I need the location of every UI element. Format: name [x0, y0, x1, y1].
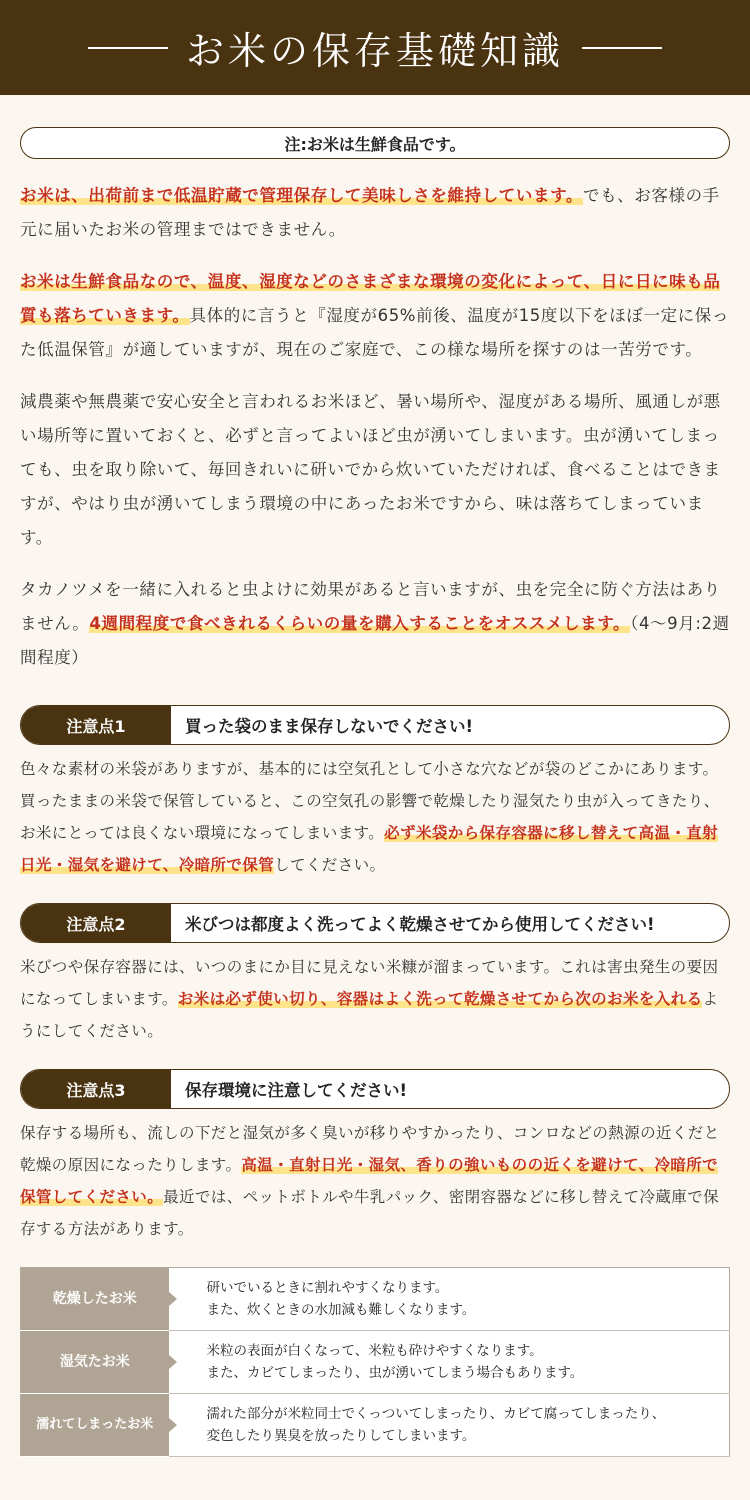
- point-title: 米びつは都度よく洗ってよく乾燥させてから使用してください!: [185, 915, 655, 934]
- row-content: [169, 1268, 730, 1331]
- header-rule-right: [582, 47, 662, 49]
- intro-paragraph: [20, 265, 730, 367]
- body-text: でも、お客様の手元に届いたお米の管理まではできません。: [20, 186, 720, 239]
- row-line: 濡れた部分が米粒同士でくっついてしまったり、カビて腐ってしまったり、: [206, 1406, 666, 1422]
- row-line: また、炊くときの水加減も難しくなります。: [206, 1302, 476, 1318]
- body-text: 具体的に言うと『湿度が65%前後、温度が15度以下をほぼ一定に保った低温保管』が適していますが、現在のご家庭で、この様な場所を探すのは一苦労です。: [20, 306, 729, 359]
- note-banner: 注:お米は生鮮食品です。: [20, 127, 730, 159]
- point-label: 注意点1: [21, 706, 171, 744]
- row-content: [169, 1331, 730, 1394]
- rice-condition-table: [20, 1267, 730, 1457]
- point-header-3: [20, 1069, 730, 1109]
- row-line: また、カビてしまったり、虫が湧いてしまう場合もあります。: [206, 1365, 584, 1381]
- page-header: [0, 0, 750, 95]
- intro-paragraph: [20, 573, 730, 675]
- body-text: 保存する場所も、流しの下だと湿気が多く臭いが移りやすかったり、コンロなどの熱源の近くだと乾燥の原因になったりします。: [20, 1124, 720, 1174]
- point-title: 買った袋のまま保存しないでください!: [185, 717, 474, 736]
- body-text: 色々な素材の米袋がありますが、基本的には空気孔として小さな穴などが袋のどこかにあります。買ったままの米袋で保管していると、この空気孔の影響で乾燥したり湿気たり虫が入ってきたり、お米にとっては良くない環境になってしまいます。: [20, 760, 720, 842]
- table-row: [21, 1331, 730, 1394]
- point-title: 保存環境に注意してください!: [185, 1081, 408, 1100]
- point-body: [20, 951, 730, 1047]
- row-content: [169, 1394, 730, 1457]
- row-header: 湿気たお米: [21, 1331, 169, 1394]
- body-text: してください。: [274, 856, 386, 874]
- row-line: 研いでいるときに割れやすくなります。: [206, 1280, 449, 1296]
- table-row: [21, 1268, 730, 1331]
- body-text: 最近では、ペットボトルや牛乳パック、密閉容器などに移し替えて冷蔵庫で保存する方法があります。: [20, 1188, 719, 1238]
- row-line: 変色したり異臭を放ったりしてしまいます。: [206, 1428, 476, 1444]
- intro-paragraph: [20, 179, 730, 247]
- highlighted-text: お米は生鮮食品なので、温度、湿度などのさまざまな環境の変化によって、日に日に味も品質も落ちていきます。: [20, 272, 721, 325]
- row-header: 濡れてしまったお米: [21, 1394, 169, 1457]
- highlighted-text: 4週間程度で食べきれるくらいの量を購入することをオススメします。: [89, 614, 631, 633]
- highlighted-text: お米は必ず使い切り、容器はよく洗って乾燥させてから次のお米を入れる: [177, 990, 703, 1008]
- header-rule-left: [88, 47, 168, 49]
- highlighted-text: 高温・直射日光・湿気、香りの強いものの近くを避けて、冷暗所で保管してください。: [20, 1156, 719, 1206]
- row-line: 米粒の表面が白くなって、米粒も砕けやすくなります。: [206, 1343, 543, 1359]
- row-header: 乾燥したお米: [21, 1268, 169, 1331]
- table-row: [21, 1394, 730, 1457]
- body-text: 米びつや保存容器には、いつのまにか目に見えない米糠が溜まっています。これは害虫発生の要因になってしまいます。: [20, 958, 719, 1008]
- body-text: ようにしてください。: [20, 990, 719, 1040]
- page-title: お米の保存基礎知識: [185, 29, 564, 73]
- intro-paragraph: [20, 385, 730, 555]
- point-header-1: [20, 705, 730, 745]
- point-label: 注意点2: [21, 904, 171, 942]
- body-text: タカノツメを一緒に入れると虫よけに効果があると言いますが、虫を完全に防ぐ方法はありません。: [20, 580, 721, 633]
- body-text: 減農薬や無農薬で安心安全と言われるお米ほど、暑い場所や、湿度がある場所、風通しが悪い場所等に置いておくと、必ずと言ってよいほど虫が湧いてしまいます。虫が湧いてしまっても、虫を取り除いて、毎回きれいに研いでから炊いていただければ、食べることはできますが、やはり虫が湧いてしまう環境の中にあったお米ですから、味は落ちてしまっています。: [20, 392, 721, 547]
- point-body: [20, 1117, 730, 1245]
- body-text: （4～9月:2週間程度）: [20, 614, 730, 667]
- highlighted-text: お米は、出荷前まで低温貯蔵で管理保存して美味しさを維持しています。: [20, 186, 583, 205]
- point-header-2: [20, 903, 730, 943]
- highlighted-text: 必ず米袋から保存容器に移し替えて高温・直射日光・湿気を避けて、冷暗所で保管: [20, 824, 719, 874]
- point-label: 注意点3: [21, 1070, 171, 1108]
- point-body: [20, 753, 730, 881]
